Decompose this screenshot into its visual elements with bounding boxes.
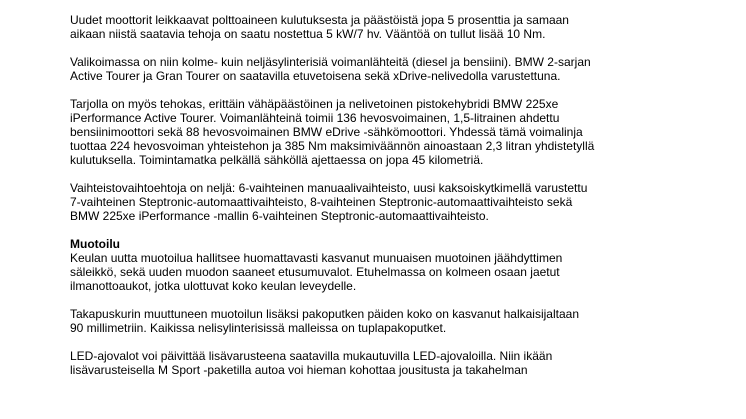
text-line: LED-ajovalot voi päivittää lisävarusteena saatavilla mukautuvilla LED-ajovaloilla. Niin ikään	[70, 349, 553, 363]
document-body	[70, 13, 740, 383]
section-heading: Muotoilu	[70, 237, 120, 251]
paragraph-lineup	[70, 55, 740, 83]
paragraph-lights	[70, 349, 740, 377]
text-line: ilmanottoaukot, jotka ulottuvat koko keulan leveydelle.	[70, 279, 357, 293]
text-line: BMW 225xe iPerformance -mallin 6-vaihteinen Steptronic-automaattivaihteisto.	[70, 209, 489, 223]
text-line: Tarjolla on myös tehokas, erittäin vähäpäästöinen ja nelivetoinen pistokehybridi BMW 225xe	[70, 97, 559, 111]
paragraph-transmissions	[70, 181, 740, 223]
text-line: Vaihteistovaihtoehtoja on neljä: 6-vaihteinen manuaalivaihteisto, uusi kaksoiskytkimellä varustettu	[70, 181, 588, 195]
text-line: kulutuksella. Toimintamatka pelkällä sähköllä ajettaessa on jopa 45 kilometriä.	[70, 153, 484, 167]
section-design	[70, 237, 740, 293]
paragraph-engines	[70, 13, 740, 41]
text-line: Takapuskurin muuttuneen muotoilun lisäksi pakoputken päiden koko on kasvanut halkaisijaltaan	[70, 307, 579, 321]
text-line: bensiinimoottori sekä 88 hevosvoimainen BMW eDrive -sähkömoottori. Yhdessä tämä voimalinja	[70, 125, 583, 139]
text-line-partial: lisävarusteisella M Sport -paketilla autoa voi hieman kohottaa jousitusta ja takahelman	[70, 363, 528, 377]
text-line: 90 millimetriin. Kaikissa nelisylinterisissä malleissa on tuplapakoputket.	[70, 321, 447, 335]
text-line: 7-vaihteinen Steptronic-automaattivaihteisto, 8-vaihteinen Steptronic-automaattivaihteisto sekä	[70, 195, 573, 209]
paragraph-hybrid	[70, 97, 740, 167]
paragraph-exhaust	[70, 307, 740, 335]
text-line: Keulan uutta muotoilua hallitsee huomattavasti kasvanut munuaisen muotoinen jäähdyttimen	[70, 251, 563, 265]
text-line: Active Tourer ja Gran Tourer on saatavilla etuvetoisena sekä xDrive-nelivedolla varustettuna.	[70, 69, 561, 83]
text-line: säleikkö, sekä uuden muodon saaneet etusumuvalot. Etuhelmassa on kolmeen osaan jaetut	[70, 265, 560, 279]
text-line: iPerformance Active Tourer. Voimanlähteinä toimii 136 hevosvoimainen, 1,5-litrainen ahdettu	[70, 111, 560, 125]
text-line: tuottaa 224 hevosvoiman yhteistehon ja 385 Nm maksimiväännön ainoastaan 2,3 litran yhdistetyllä	[70, 139, 595, 153]
text-line: Valikoimassa on niin kolme- kuin neljäsylinterisiä voimanlähteitä (diesel ja bensiini). BMW 2-sarjan	[70, 55, 591, 69]
text-line: Uudet moottorit leikkaavat polttoaineen kulutuksesta ja päästöistä jopa 5 prosenttia ja samaan	[70, 13, 569, 27]
text-line: aikaan niistä saatavia tehoja on saatu nostettua 5 kW/7 hv. Vääntöä on tullut lisää 10 Nm.	[70, 27, 546, 41]
